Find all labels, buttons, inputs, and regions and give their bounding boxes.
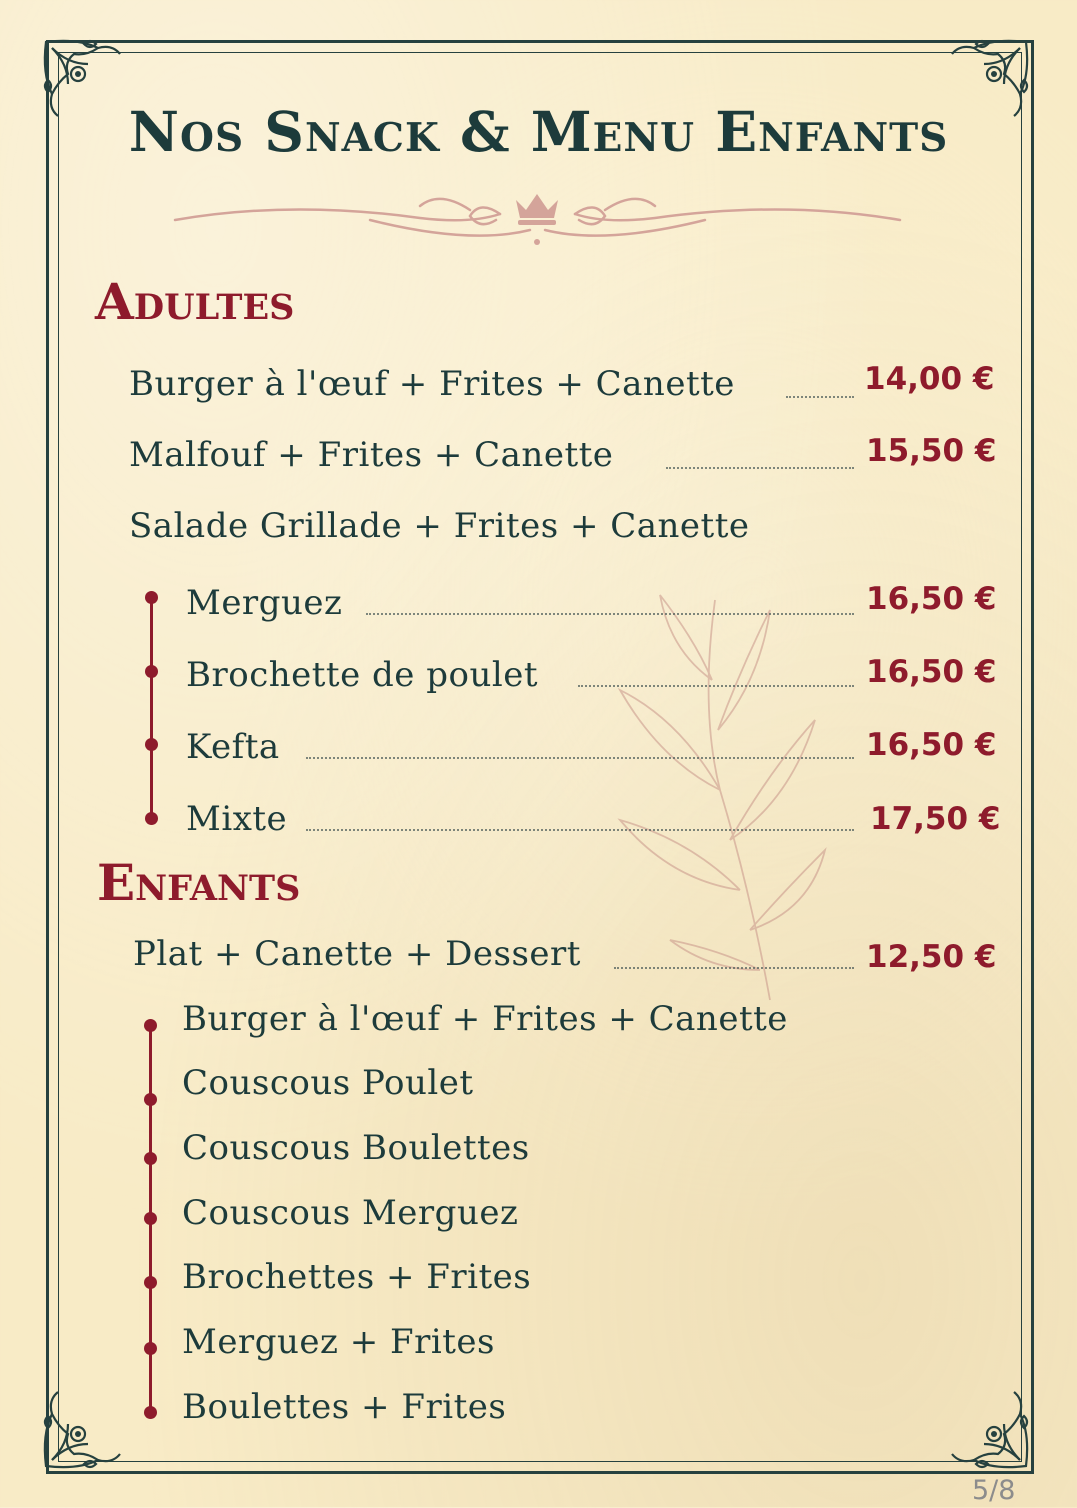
bullet-dot-icon xyxy=(144,1212,157,1225)
option-item-label: Couscous Merguez xyxy=(182,1193,519,1233)
menu-item-label: Malfouf + Frites + Canette xyxy=(129,435,614,475)
bullet-dot-icon xyxy=(145,665,158,678)
dot-leader xyxy=(614,967,854,969)
menu-item-price: 15,50 € xyxy=(866,433,997,469)
dot-leader xyxy=(366,613,854,615)
bullet-dot-icon xyxy=(144,1152,157,1165)
bullet-dot-icon xyxy=(145,591,158,604)
option-item-price: 17,50 € xyxy=(870,801,1001,837)
dot-leader xyxy=(578,685,854,687)
page-indicator: 5/8 xyxy=(972,1475,1016,1506)
crown-icon xyxy=(170,190,905,260)
menu-item-label: Plat + Canette + Dessert xyxy=(133,934,581,974)
corner-ornament-icon xyxy=(944,1384,1034,1474)
corner-ornament-icon xyxy=(38,1384,128,1474)
option-item-label: Boulettes + Frites xyxy=(182,1387,507,1427)
option-item-label: Couscous Poulet xyxy=(182,1063,474,1103)
option-connector-line xyxy=(150,598,153,820)
option-item-price: 16,50 € xyxy=(866,654,997,690)
menu-item-label: Salade Grillade + Frites + Canette xyxy=(129,506,750,546)
option-item-label: Couscous Boulettes xyxy=(182,1128,530,1168)
dot-leader xyxy=(306,829,854,831)
leaf-branch-icon xyxy=(600,590,830,1010)
dot-leader xyxy=(306,757,854,759)
dot-leader xyxy=(666,467,854,469)
bullet-dot-icon xyxy=(144,1093,157,1106)
bullet-dot-icon xyxy=(144,1342,157,1355)
option-item-price: 16,50 € xyxy=(866,581,997,617)
bullet-dot-icon xyxy=(145,812,158,825)
option-item-label: Kefta xyxy=(186,727,280,767)
option-item-label: Merguez + Frites xyxy=(182,1322,495,1362)
bullet-dot-icon xyxy=(145,738,158,751)
page-title: Nos Snack & Menu Enfants xyxy=(128,99,949,164)
menu-item-label: Burger à l'œuf + Frites + Canette xyxy=(129,364,735,404)
option-item-label: Mixte xyxy=(186,799,288,839)
menu-item-price: 14,00 € xyxy=(864,361,995,397)
menu-item-price: 12,50 € xyxy=(866,939,997,975)
bullet-dot-icon xyxy=(144,1406,157,1419)
option-item-label: Brochettes + Frites xyxy=(182,1257,532,1297)
section-title-adultes: Adultes xyxy=(95,272,295,331)
option-item-label: Merguez xyxy=(186,583,343,623)
option-item-label: Burger à l'œuf + Frites + Canette xyxy=(182,999,788,1039)
section-title-enfants: Enfants xyxy=(97,853,301,912)
bullet-dot-icon xyxy=(144,1276,157,1289)
option-item-price: 16,50 € xyxy=(866,727,997,763)
bullet-dot-icon xyxy=(144,1019,157,1032)
option-item-label: Brochette de poulet xyxy=(186,655,539,695)
dot-leader xyxy=(786,396,854,398)
